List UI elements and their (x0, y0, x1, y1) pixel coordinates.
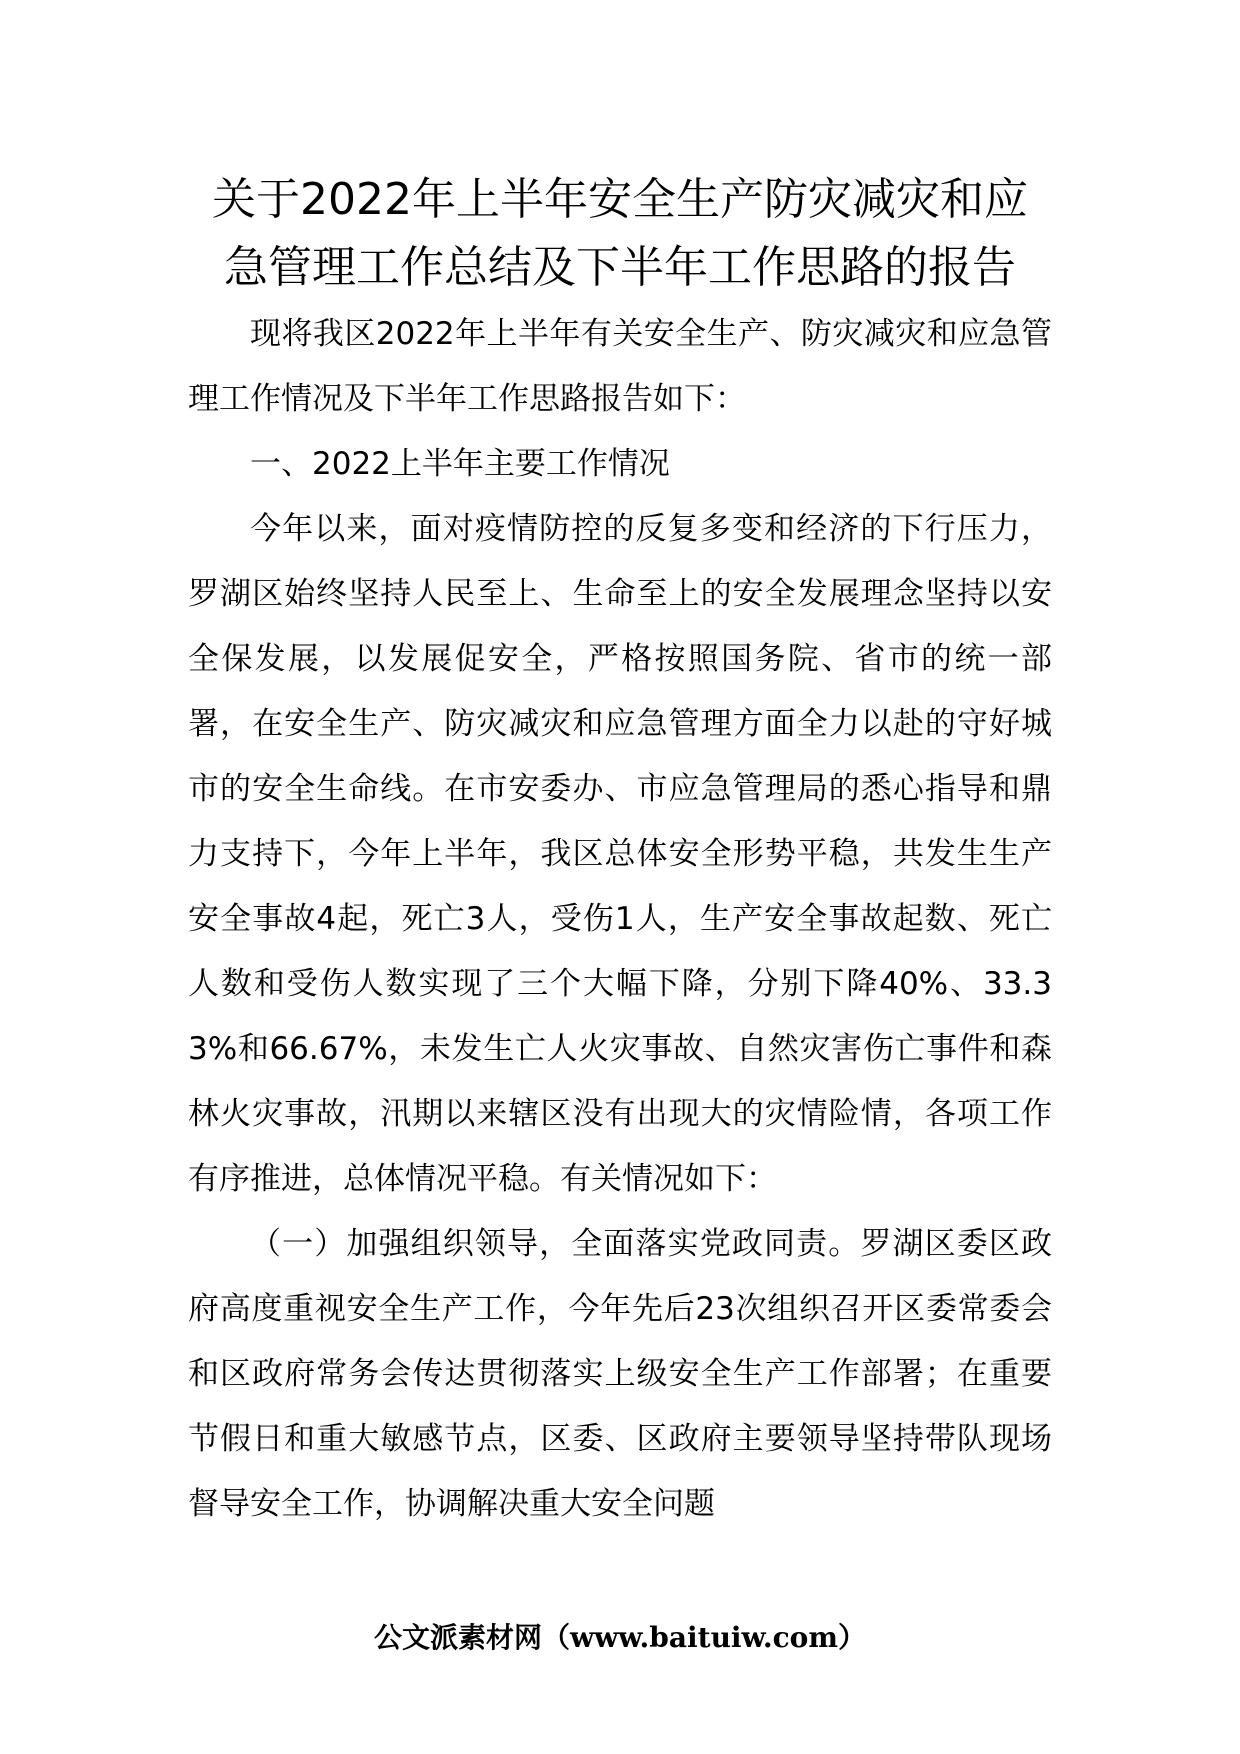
document-body (188, 302, 1052, 1537)
footer-watermark: 公文派素材网（www.baituiw.com） (374, 1621, 866, 1654)
paragraph-subsection-1: （一）加强组织领导，全面落实党政同责。罗湖区委区政府高度重视安全生产工作，今年先后23次组织召开区委常委会和区政府常务会传达贯彻落实上级安全生产工作部署；在重要节假日和重大敏感节点，区委、区政府主要领导坚持带队现场督导安全工作，协调解决重大安全问题 (188, 1226, 1052, 1522)
paragraph-intro: 现将我区2022年上半年有关安全生产、防灾减灾和应急管理工作情况及下半年工作思路报告如下： (188, 316, 1052, 417)
document-title-line-1: 关于2022年上半年安全生产防灾减灾和应 (212, 174, 1028, 225)
paragraph-overview: 今年以来，面对疫情防控的反复多变和经济的下行压力，罗湖区始终坚持人民至上、生命至上的安全发展理念坚持以安全保发展，以发展促安全，严格按照国务院、省市的统一部署，在安全生产、防灾减灾和应急管理方面全力以赴的守好城市的安全生命线。在市安委办、市应急管理局的悉心指导和鼎力支持下，今年上半年，我区总体安全形势平稳，共发生生产安全事故4起，死亡3人，受伤1人，生产安全事故起数、死亡人数和受伤人数实现了三个大幅下降，分别下降40%、33.33%和66.67%，未发生亡人火灾事故、自然灾害伤亡事件和森林火灾事故，汛期以来辖区没有出现大的灾情险情，各项工作有序推进，总体情况平稳。有关情况如下： (188, 511, 1052, 1197)
document-title-line-2: 急管理工作总结及下半年工作思路的报告 (224, 242, 1016, 293)
section-heading: 一、2022上半年主要工作情况 (250, 446, 670, 482)
